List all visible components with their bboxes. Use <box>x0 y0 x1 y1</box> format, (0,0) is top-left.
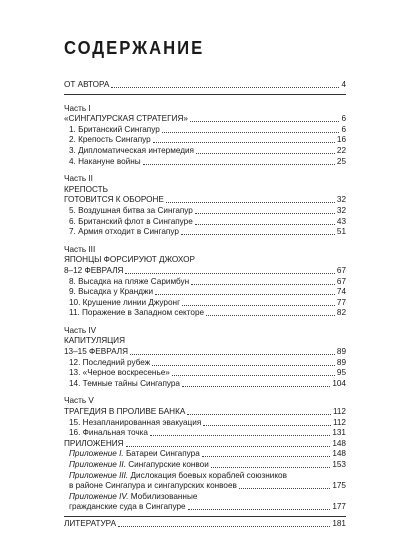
toc-page-number: 32 <box>336 195 346 205</box>
literature-entry[interactable]: ЛИТЕРАТУРА 181 <box>64 518 346 528</box>
appendix-item-line: Приложение IV. Мобилизованные <box>69 491 198 501</box>
part-label: Часть I <box>64 103 91 113</box>
chapter-entry[interactable]: 13. «Черное воскресенье» 95 <box>69 368 346 378</box>
chapter-entry[interactable]: 8. Высадка на пляже Саримбун 67 <box>69 276 346 286</box>
chapter-entry[interactable]: 4. Накануне войны 25 <box>69 156 346 166</box>
appendix-item[interactable]: Приложение I. Батареи Сингапура 148 <box>69 449 346 459</box>
toc-entry-intro[interactable] <box>64 80 346 91</box>
table-of-contents <box>64 80 346 530</box>
dot-leader <box>187 407 331 415</box>
chapter-entry[interactable]: 3. Дипломатическая интермедия 22 <box>69 145 346 155</box>
appendix-item[interactable]: в районе Сингапура и сингапурских конвоев 175 <box>69 481 346 491</box>
part-title-line: КАПИТУЛЯЦИЯ <box>64 336 125 346</box>
chapter-entry[interactable]: 6. Британский флот в Сингапуре 43 <box>69 216 346 226</box>
chapter-entry[interactable]: 2. Крепость Сингапур 16 <box>69 135 346 145</box>
toc-page-number: 181 <box>332 518 346 528</box>
chapter-entry[interactable]: 12. Последний рубеж 89 <box>69 357 346 367</box>
chapter-entry[interactable]: 11. Поражение в Западном секторе 82 <box>69 308 346 318</box>
chapter-entry[interactable]: 14. Темные тайны Сингапура 104 <box>69 378 346 388</box>
toc-page-number: 6 <box>341 114 346 124</box>
chapter-entry[interactable]: 9. Высадка у Кранджи 74 <box>69 287 346 297</box>
toc-entry-label: ОТ АВТОРА <box>64 80 110 89</box>
appendix-item-line: Приложение III. Дислокация боевых кораблей союзников <box>69 470 287 480</box>
part-label: Часть II <box>64 174 93 184</box>
toc-page-number: 148 <box>332 438 346 448</box>
toc-page-number: 67 <box>336 265 346 275</box>
chapter-entry[interactable]: 5. Воздушная битва за Сингапур 32 <box>69 205 346 215</box>
chapter-entry[interactable]: 10. Крушение линии Джуронг 77 <box>69 297 346 307</box>
dot-leader <box>111 80 339 88</box>
toc-page-number: 89 <box>336 347 346 357</box>
toc-page-number: 4 <box>341 80 346 89</box>
dot-leader <box>190 114 340 122</box>
dot-leader <box>126 439 331 447</box>
part-label: Часть III <box>64 244 96 254</box>
part-label: Часть IV <box>64 325 97 335</box>
appendix-item[interactable]: гражданские суда в Сингапуре 177 <box>69 502 346 512</box>
dot-leader <box>118 519 330 527</box>
part-title[interactable]: ТРАГЕДИЯ В ПРОЛИВЕ БАНКА 112 <box>64 407 346 417</box>
chapter-entry[interactable]: 15. Незапланированная эвакуация 112 <box>69 417 346 427</box>
part-title-line: ЯПОНЦЫ ФОРСИРУЮТ ДЖОХОР <box>64 255 195 265</box>
dot-leader <box>166 195 335 203</box>
dot-leader <box>130 347 335 355</box>
chapter-entry[interactable]: 16. Финальная точка 131 <box>69 428 346 438</box>
appendix-entry[interactable]: ПРИЛОЖЕНИЯ 148 <box>64 438 346 448</box>
part-title[interactable]: 13–15 ФЕВРАЛЯ 89 <box>64 347 346 357</box>
section-divider <box>64 516 346 517</box>
appendix-item[interactable]: Приложение II. Сингапурские конвои 153 <box>69 460 346 469</box>
toc-page-number: 112 <box>332 407 346 417</box>
chapter-entry[interactable]: 1. Британский Сингапур 6 <box>69 124 346 134</box>
page-title: СОДЕРЖАНИЕ <box>64 37 205 58</box>
chapter-entry[interactable]: 7. Армия отходит в Сингапур 51 <box>69 227 346 237</box>
part-title[interactable]: «СИНГАПУРСКАЯ СТРАТЕГИЯ» 6 <box>64 114 346 124</box>
part-title[interactable]: ГОТОВИТСЯ К ОБОРОНЕ 32 <box>64 195 346 205</box>
section-divider <box>64 94 346 95</box>
part-title-line: КРЕПОСТЬ <box>64 184 108 194</box>
part-label: Часть V <box>64 396 94 406</box>
part-title[interactable]: 8–12 ФЕВРАЛЯ 67 <box>64 265 346 275</box>
dot-leader <box>125 266 334 274</box>
